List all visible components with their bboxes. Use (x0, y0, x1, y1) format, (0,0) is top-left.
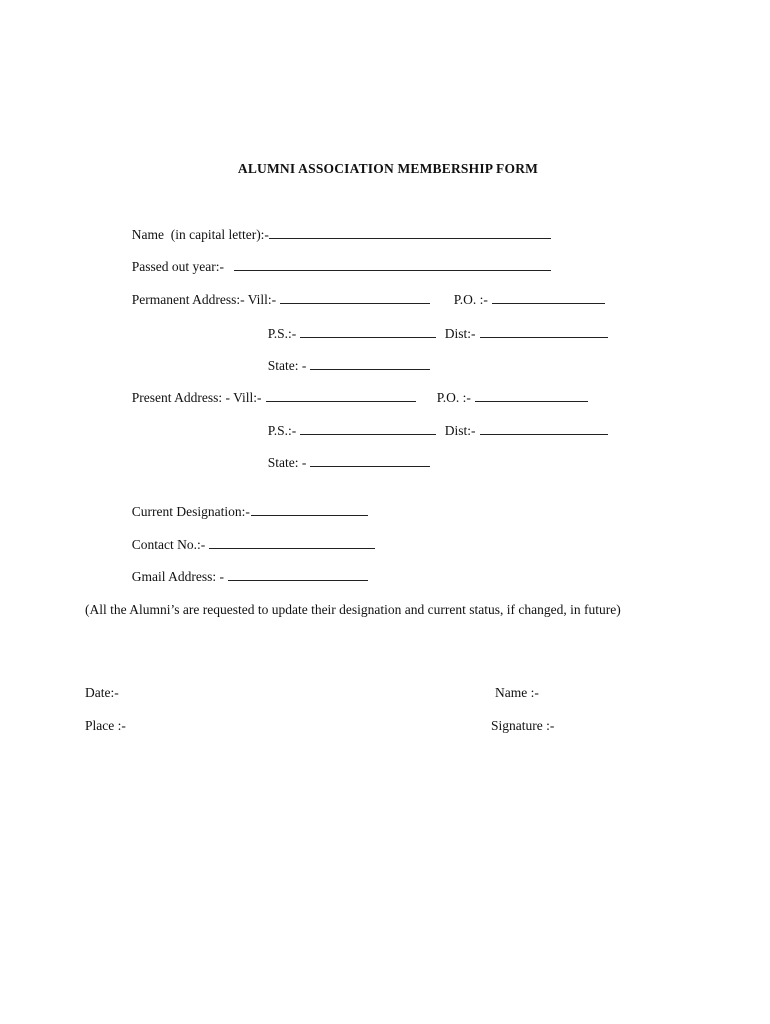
permanent-po-field[interactable] (492, 292, 605, 304)
gmail-field[interactable] (228, 569, 368, 581)
present-po-field[interactable] (475, 390, 588, 402)
present-state-field[interactable] (310, 455, 430, 467)
date-label: Date:- (85, 685, 119, 700)
present-vill-field[interactable] (266, 390, 416, 402)
designation-label: Current Designation:- (131, 504, 250, 519)
present-dist-field[interactable] (480, 423, 608, 435)
permanent-ps-row (261, 310, 436, 342)
contact-label: Contact No.:- (131, 537, 206, 552)
present-po-row (430, 374, 588, 406)
name-label: Name (in capital letter):- (131, 227, 269, 242)
designation-field[interactable] (251, 504, 368, 516)
permanent-dist-field[interactable] (480, 326, 608, 338)
present-state-row (261, 439, 430, 471)
permanent-ps-label: P.S.:- (267, 326, 297, 341)
gmail-label: Gmail Address: - (131, 569, 224, 584)
permanent-po-label: P.O. :- (453, 292, 488, 307)
name-row (125, 211, 551, 243)
permanent-vill-field[interactable] (280, 292, 430, 304)
permanent-state-label: State: - (267, 358, 307, 373)
form-title: ALUMNI ASSOCIATION MEMBERSHIP FORM (237, 161, 539, 176)
present-dist-label: Dist:- (444, 423, 476, 438)
passed-out-label: Passed out year:- (131, 259, 224, 274)
gmail-row (125, 553, 368, 585)
designation-row (125, 488, 368, 520)
permanent-dist-row (438, 310, 608, 342)
permanent-state-row (261, 342, 430, 374)
permanent-dist-label: Dist:- (444, 326, 476, 341)
name-field[interactable] (269, 227, 551, 239)
contact-row (125, 521, 375, 553)
passed-out-field[interactable] (234, 259, 551, 271)
permanent-state-field[interactable] (310, 358, 430, 370)
present-address-label: Present Address: - Vill:- (131, 390, 262, 405)
present-ps-field[interactable] (300, 423, 436, 435)
present-dist-row (438, 407, 608, 439)
permanent-address-row (125, 276, 430, 308)
contact-field[interactable] (209, 537, 375, 549)
sign-name-label: Name :- (495, 685, 539, 700)
permanent-address-label: Permanent Address:- Vill:- (131, 292, 277, 307)
present-ps-row (261, 407, 436, 439)
passed-out-row (125, 243, 551, 275)
present-address-row (125, 374, 416, 406)
update-note: (All the Alumni’s are requested to update their designation and current status, if changed, in future) (85, 602, 621, 617)
signature-label: Signature :- (491, 718, 555, 733)
present-state-label: State: - (267, 455, 307, 470)
permanent-ps-field[interactable] (300, 326, 436, 338)
permanent-po-row (447, 276, 605, 308)
present-ps-label: P.S.:- (267, 423, 297, 438)
present-po-label: P.O. :- (436, 390, 471, 405)
place-label: Place :- (85, 718, 126, 733)
